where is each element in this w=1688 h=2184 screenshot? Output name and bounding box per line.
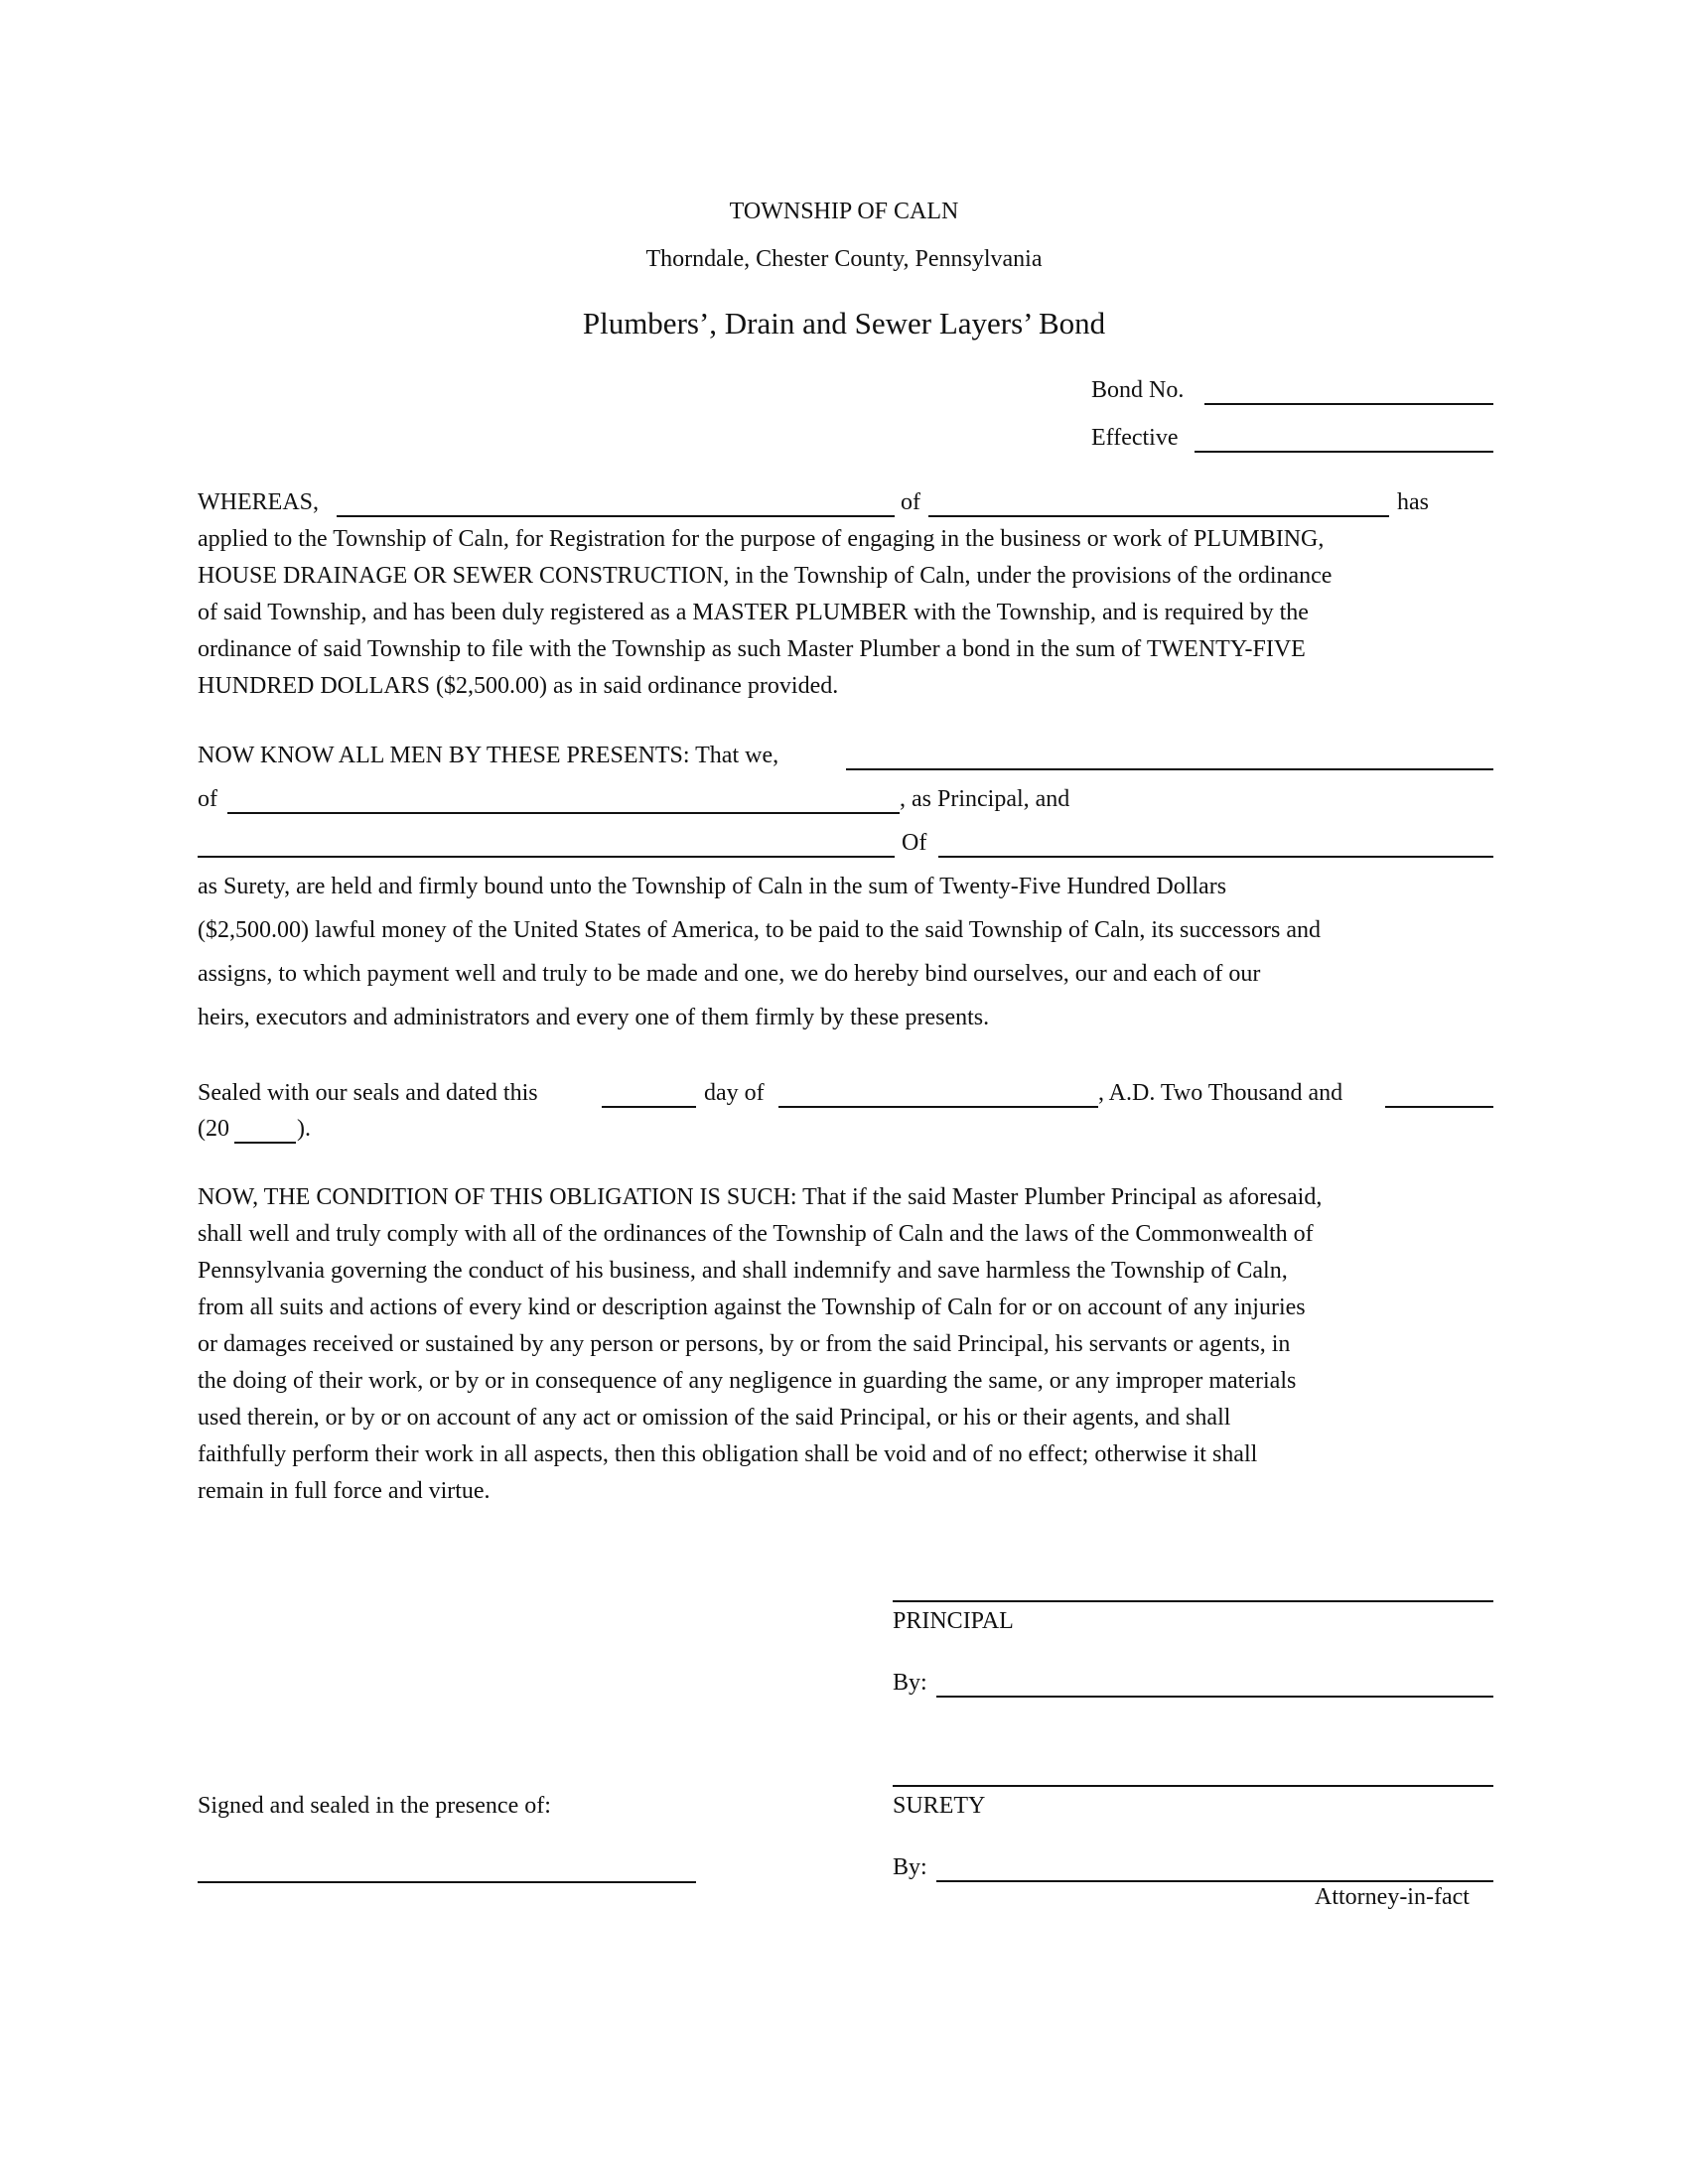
condition-line: or damages received or sustained by any person or persons, by or from the said Principal, his servants or agents, in (198, 1331, 1291, 1357)
attorney-in-fact-label: Attorney-in-fact (1315, 1884, 1470, 1910)
sealed-text-3: , A.D. Two Thousand and (1098, 1080, 1343, 1106)
whereas-line: HOUSE DRAINAGE OR SEWER CONSTRUCTION, in the Township of Caln, under the provisions of the ordinance (198, 563, 1333, 589)
condition-line: NOW, THE CONDITION OF THIS OBLIGATION IS SUCH: That if the said Master Plumber Principal as aforesaid, (198, 1184, 1323, 1210)
principal-label: PRINCIPAL (893, 1608, 1014, 1634)
surety-address-field[interactable] (938, 856, 1493, 858)
sealed-day-field[interactable] (602, 1106, 696, 1108)
principal-by-label: By: (893, 1670, 927, 1696)
presents-of: of (198, 786, 217, 812)
principal-by-field[interactable] (936, 1696, 1493, 1698)
sealed-year-words-field[interactable] (1385, 1106, 1493, 1108)
principal-name-field[interactable] (846, 768, 1493, 770)
surety-by-label: By: (893, 1854, 927, 1880)
sealed-year-field[interactable] (234, 1142, 296, 1144)
presents-of2: Of (902, 830, 927, 856)
condition-line: from all suits and actions of every kind or description against the Township of Caln for or on account of any injuries (198, 1295, 1306, 1320)
whereas-paragraph (198, 521, 1493, 705)
sealed-month-field[interactable] (778, 1106, 1098, 1108)
condition-line: shall well and truly comply with all of the ordinances of the Township of Caln and the laws of the Commonwealth of (198, 1221, 1314, 1247)
sealed-text-2: day of (704, 1080, 765, 1106)
whereas-line: HUNDRED DOLLARS ($2,500.00) as in said ordinance provided. (198, 673, 839, 699)
witness-label: Signed and sealed in the presence of: (198, 1793, 551, 1819)
presents-lead: NOW KNOW ALL MEN BY THESE PRESENTS: That we, (198, 743, 779, 768)
applicant-address-field[interactable] (928, 515, 1389, 517)
condition-line: Pennsylvania governing the conduct of his business, and shall indemnify and save harmless the Township of Caln, (198, 1258, 1288, 1284)
surety-by-field[interactable] (936, 1880, 1493, 1882)
surety-signature-field[interactable] (893, 1785, 1493, 1787)
presents-line: assigns, to which payment well and truly to be made and one, we do hereby bind ourselves, our and each of our (198, 961, 1261, 987)
sealed-year-close: ). (297, 1116, 311, 1142)
township-location: Thorndale, Chester County, Pennsylvania (645, 246, 1043, 272)
bond-no-field[interactable] (1204, 403, 1493, 405)
whereas-line: of said Township, and has been duly registered as a MASTER PLUMBER with the Township, and is required by the (198, 600, 1309, 625)
presents-line: heirs, executors and administrators and every one of them firmly by these presents. (198, 1005, 990, 1030)
presents-line: as Surety, are held and firmly bound unto the Township of Caln in the sum of Twenty-Five Hundred Dollars (198, 874, 1227, 899)
sealed-year-open: (20 (198, 1116, 229, 1142)
effective-date-field[interactable] (1195, 451, 1493, 453)
condition-line: faithfully perform their work in all aspects, then this obligation shall be void and of no effect; otherwise it shall (198, 1441, 1258, 1467)
township-name: TOWNSHIP OF CALN (729, 199, 959, 224)
as-principal-text: , as Principal, and (900, 786, 1070, 812)
whereas-line: applied to the Township of Caln, for Registration for the purpose of engaging in the business or work of PLUMBING, (198, 526, 1325, 552)
presents-line: ($2,500.00) lawful money of the United States of America, to be paid to the said Township of Caln, its successors and (198, 917, 1321, 943)
principal-address-field[interactable] (227, 812, 900, 814)
presents-paragraph (198, 865, 1493, 1039)
condition-line: the doing of their work, or by or in consequence of any negligence in guarding the same, or any improper materials (198, 1368, 1297, 1394)
whereas-lead: WHEREAS, (198, 489, 319, 515)
whereas-line: ordinance of said Township to file with the Township as such Master Plumber a bond in the sum of TWENTY-FIVE (198, 636, 1306, 662)
witness-signature-field[interactable] (198, 1881, 696, 1883)
applicant-name-field[interactable] (337, 515, 895, 517)
effective-label: Effective (1091, 425, 1179, 451)
condition-line: used therein, or by or on account of any act or omission of the said Principal, or his or their agents, and shall (198, 1405, 1231, 1431)
document-title: Plumbers’, Drain and Sewer Layers’ Bond (582, 306, 1106, 341)
sealed-text-1: Sealed with our seals and dated this (198, 1080, 538, 1106)
condition-paragraph (198, 1179, 1493, 1510)
surety-label: SURETY (893, 1793, 986, 1819)
whereas-of: of (901, 489, 920, 515)
whereas-has: has (1397, 489, 1429, 515)
bond-no-label: Bond No. (1091, 377, 1185, 403)
condition-line: remain in full force and virtue. (198, 1478, 491, 1504)
surety-name-field[interactable] (198, 856, 895, 858)
principal-signature-field[interactable] (893, 1600, 1493, 1602)
